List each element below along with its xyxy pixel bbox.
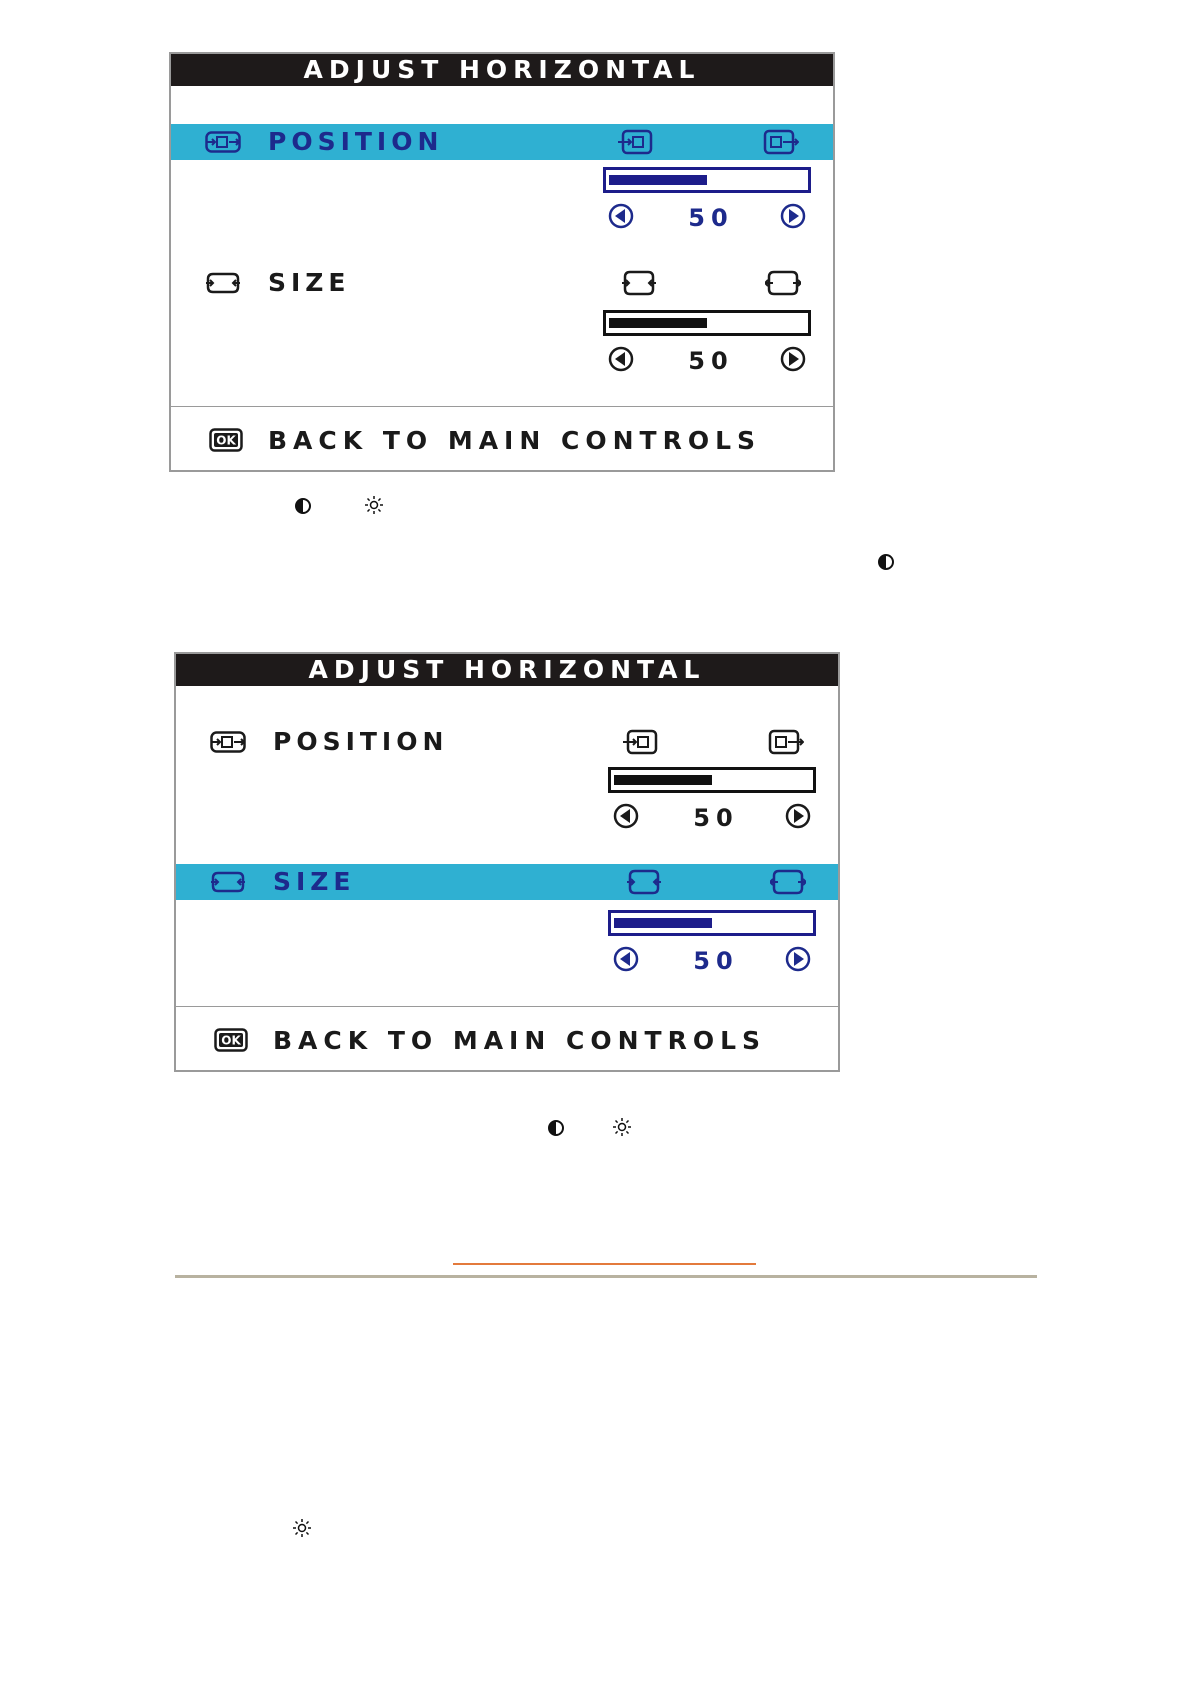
position-increase-icon[interactable]	[785, 803, 811, 829]
osd-panel-1	[169, 52, 835, 472]
size-slider[interactable]	[608, 910, 816, 936]
panel-title: ADJUST HORIZONTAL	[176, 654, 838, 686]
size-increase-arrow-icon[interactable]	[780, 346, 806, 372]
panel-divider	[171, 406, 833, 407]
size-slider-fill	[609, 318, 707, 328]
horizontal-rule	[175, 1275, 1037, 1278]
size-decrease-arrow-icon[interactable]	[608, 346, 634, 372]
horizontal-size-icon	[205, 272, 241, 294]
back-to-main-controls[interactable]: BACK TO MAIN CONTROLS	[268, 426, 762, 455]
ok-icon	[209, 428, 243, 452]
osd-panel-2	[174, 652, 840, 1072]
position-increase-icon[interactable]	[780, 203, 806, 229]
menu-item-position[interactable]: POSITION	[273, 727, 449, 756]
position-left-icon	[617, 129, 653, 155]
position-slider[interactable]	[608, 767, 816, 793]
panel-title: ADJUST HORIZONTAL	[171, 54, 833, 86]
position-slider[interactable]	[603, 167, 811, 193]
size-decrease-icon	[621, 270, 657, 296]
position-slider-fill	[614, 775, 712, 785]
ok-icon	[214, 1028, 248, 1052]
size-increase-icon	[770, 869, 806, 895]
size-decrease-arrow-icon[interactable]	[613, 946, 639, 972]
position-decrease-icon[interactable]	[608, 203, 634, 229]
contrast-icon	[293, 496, 313, 516]
position-right-icon	[763, 129, 799, 155]
position-slider-fill	[609, 175, 707, 185]
brightness-icon	[292, 1518, 312, 1538]
contrast-icon	[546, 1118, 566, 1138]
size-value: 50	[688, 347, 734, 375]
brightness-icon	[612, 1117, 632, 1137]
back-to-main-controls[interactable]: BACK TO MAIN CONTROLS	[273, 1026, 767, 1055]
size-slider-fill	[614, 918, 712, 928]
menu-item-size[interactable]: SIZE	[268, 268, 351, 297]
size-slider[interactable]	[603, 310, 811, 336]
horizontal-size-icon	[210, 871, 246, 893]
horizontal-position-icon	[210, 731, 246, 753]
position-value: 50	[688, 204, 734, 232]
menu-item-size[interactable]: SIZE	[273, 867, 356, 896]
horizontal-position-icon	[205, 131, 241, 153]
panel-divider	[176, 1006, 838, 1007]
link-underline[interactable]	[453, 1263, 756, 1265]
position-left-icon	[622, 729, 658, 755]
position-decrease-icon[interactable]	[613, 803, 639, 829]
contrast-icon	[876, 552, 896, 572]
position-right-icon	[768, 729, 804, 755]
position-value: 50	[693, 804, 739, 832]
brightness-icon	[364, 495, 384, 515]
size-value: 50	[693, 947, 739, 975]
size-increase-icon	[765, 270, 801, 296]
menu-item-position[interactable]: POSITION	[268, 127, 444, 156]
size-increase-arrow-icon[interactable]	[785, 946, 811, 972]
size-decrease-icon	[626, 869, 662, 895]
